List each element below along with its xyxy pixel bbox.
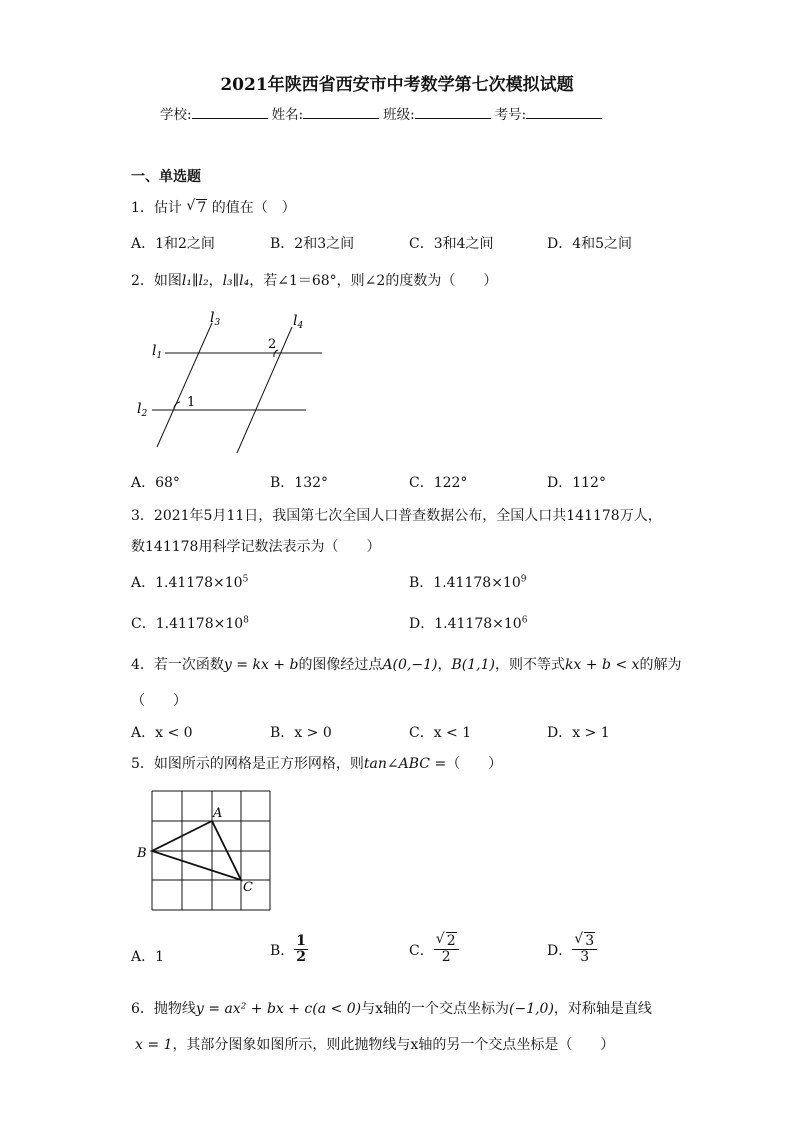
fraction-sqrt3-over-3: √ $\frac{3}{3}$ xyxy=(572,934,597,966)
question-1 xyxy=(131,197,296,217)
q5-expression: tan∠ABC = xyxy=(363,756,447,772)
q2-option-b[interactable]: B．132° xyxy=(270,475,329,491)
q2-cond2: l₃∥l₄ xyxy=(222,273,250,289)
question-2: 2．如图l₁∥l₂，l₃∥l₄，若∠1＝68°，则∠2的度数为（ ） xyxy=(131,273,498,289)
q2-option-d[interactable]: D．112° xyxy=(547,475,606,491)
label-c: C xyxy=(243,880,253,895)
question-6-line-2: x = 1，其部分图象如图所示，则此抛物线与x轴的另一个交点坐标是（ ） xyxy=(135,1037,615,1053)
q5-option-b[interactable]: B． $\frac{1}{2}$ xyxy=(270,933,307,966)
label-angle-2: 2 xyxy=(268,337,277,352)
q2-prefix: 2．如图 xyxy=(131,273,182,289)
student-info-line xyxy=(160,103,606,123)
q4-point-b: B(1,1) xyxy=(451,657,495,673)
q3-option-b[interactable]: B．$1.41178\times 10^9$ xyxy=(409,574,527,591)
q4-inequality: kx + b < x xyxy=(564,657,640,673)
parallel-lines-figure xyxy=(130,305,340,460)
q5-option-a[interactable]: A．1 xyxy=(131,949,165,965)
q1-suffix: 的值在（ ） xyxy=(211,200,296,216)
number-label: 考号: xyxy=(494,107,527,123)
q2-suffix: ，若∠1＝68°，则∠2的度数为（ ） xyxy=(249,273,498,289)
number-blank[interactable] xyxy=(526,106,602,119)
q5-option-c[interactable]: C． √ $\frac{2}{2}$ xyxy=(409,934,459,966)
fraction-sqrt2-over-2: √ $\frac{2}{2}$ xyxy=(434,934,459,966)
question-4-line-1: 4．若一次函数y = kx + b的图像经过点A(0,−1)，B(1,1)，则不等式kx + b < x的解为 xyxy=(131,657,682,673)
school-blank[interactable] xyxy=(192,106,268,119)
q3-option-d[interactable]: D．$1.41178\times 10^6$ xyxy=(409,615,528,632)
sqrt-expression: √ 7 xyxy=(186,200,207,216)
q5-option-d[interactable]: D． √ $\frac{3}{3}$ xyxy=(547,934,597,966)
label-l2: $l_2$ xyxy=(137,401,148,419)
class-label: 班级: xyxy=(383,107,415,123)
q6-axis: x = 1 xyxy=(135,1037,173,1053)
section-heading: 一、单选题 xyxy=(131,169,201,185)
q4-option-d[interactable]: D．x > 1 xyxy=(547,725,610,741)
question-6-line-1: 6．抛物线y = ax² + bx + c(a < 0)与x轴的一个交点坐标为(−1,0)，对称轴是直线 xyxy=(131,1001,652,1017)
question-3-line-2: 数141178用科学记数法表示为（ ） xyxy=(131,539,381,555)
label-l4: $l_4$ xyxy=(293,313,304,331)
page-title: 2021年陕西省西安市中考数学第七次模拟试题 xyxy=(220,75,574,95)
q1-option-c[interactable]: C．3和4之间 xyxy=(409,236,494,252)
line-l3 xyxy=(157,323,212,447)
q2-option-a[interactable]: A．68° xyxy=(131,475,180,491)
school-label: 学校: xyxy=(160,107,192,123)
q6-parabola: y = ax² + bx + c(a < 0) xyxy=(195,1001,362,1017)
q4-option-a[interactable]: A．x < 0 xyxy=(131,725,193,741)
angle-1-arc xyxy=(174,402,180,410)
fraction-one-half: $\frac{1}{2}$ xyxy=(296,933,307,966)
square-grid-figure xyxy=(130,785,280,915)
question-5: 5．如图所示的网格是正方形网格，则tan∠ABC =（ ） xyxy=(131,756,503,772)
class-blank[interactable] xyxy=(415,106,491,119)
question-3-line-1: 3．2021年5月11日，我国第七次全国人口普查数据公布，全国人口共141178万人， xyxy=(131,508,662,524)
q3-option-a[interactable]: A．$1.41178\times 10^5$ xyxy=(131,574,249,591)
question-4-line-2: （ ） xyxy=(131,693,187,709)
q1-prefix: 1．估计 xyxy=(131,200,182,216)
q4-option-c[interactable]: C．x < 1 xyxy=(409,725,472,741)
label-b: B xyxy=(137,846,147,861)
label-a: A xyxy=(213,806,223,821)
q2-cond1: l₁∥l₂ xyxy=(181,273,209,289)
q4-option-b[interactable]: B．x > 0 xyxy=(270,725,332,741)
label-l1: $l_1$ xyxy=(152,343,163,361)
q1-option-a[interactable]: A．1和2之间 xyxy=(131,236,215,252)
line-l4 xyxy=(237,327,292,453)
name-label: 姓名: xyxy=(271,107,304,123)
q6-point: (−1,0) xyxy=(509,1001,554,1017)
label-l3: $l_3$ xyxy=(210,310,221,328)
q4-function: y = kx + b xyxy=(223,657,299,673)
q4-point-a: A(0,−1) xyxy=(382,657,438,673)
q1-option-b[interactable]: B．2和3之间 xyxy=(270,236,355,252)
q1-option-d[interactable]: D．4和5之间 xyxy=(547,236,633,252)
q3-option-c[interactable]: C．$1.41178\times 10^8$ xyxy=(131,615,249,632)
label-angle-1: 1 xyxy=(187,395,196,410)
name-blank[interactable] xyxy=(303,106,379,119)
q2-option-c[interactable]: C．122° xyxy=(409,475,468,491)
